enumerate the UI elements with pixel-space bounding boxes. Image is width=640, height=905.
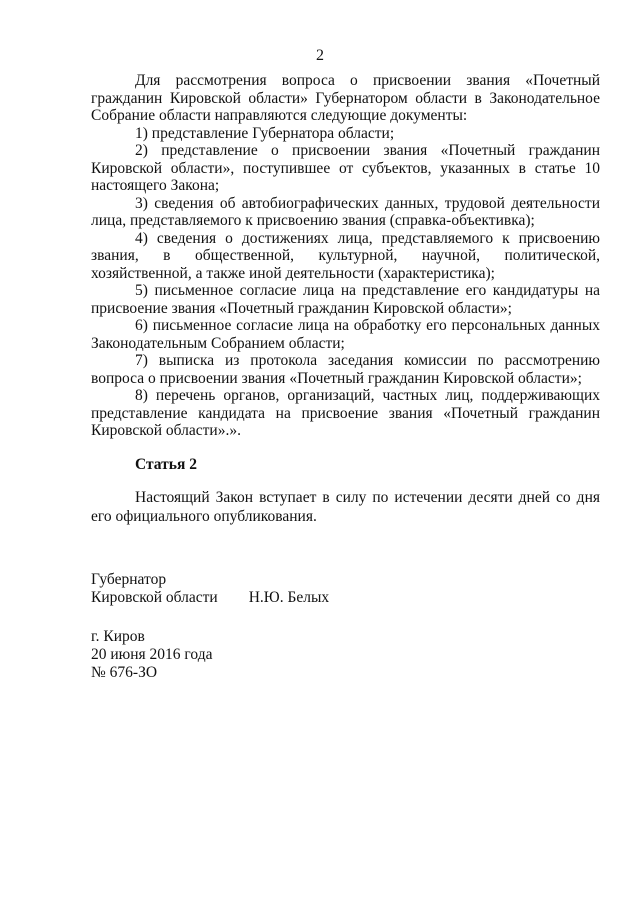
list-item-3: 3) сведения об автобиографических данных, трудовой деятельности лица, представляемого к присвоению звания (справка-объективка); [91,194,600,229]
city: г. Киров [91,628,145,645]
date: 20 июня 2016 года [91,646,213,663]
signature-title-row [91,589,329,607]
list-item-7: 7) выписка из протокола заседания комиссии по рассмотрению вопроса о присвоении звания «Почетный гражданин Кировской области»; [91,352,600,387]
list-item-4: 4) сведения о достижениях лица, представляемого к присвоению звания, в общественной, культурной, научной, политической, хозяйственной, а также иной деятельности (характеристика); [91,229,600,282]
list-item-8: 8) перечень органов, организаций, частных лиц, поддерживающих представление кандидата на присвоение звания «Почетный гражданин Кировской области».». [91,387,600,439]
article-paragraph: Настоящий Закон вступает в силу по истечении десяти дней со дня его официального опубликования. [91,489,600,525]
list-item-2: 2) представление о присвоении звания «Почетный гражданин Кировской области», поступившее от субъектов, указанных в статье 10 настоящего Закона; [91,142,600,194]
signature-title-line2: Кировской области [91,589,218,606]
page-number: 2 [316,47,324,64]
signature-title-line1: Губернатор [91,571,167,588]
signatory-name: Н.Ю. Белых [248,589,330,606]
list-item-6: 6) письменное согласие лица на обработку его персональных данных Законодательным Собранием области; [91,317,600,352]
article-heading: Статья 2 [135,456,197,473]
paragraph-intro: Для рассмотрения вопроса о присвоении звания «Почетный гражданин Кировской области» Губернатором области в Законодательное Собрание области направляются следующие документы: [91,72,600,124]
signature-block [91,571,329,607]
list-item-1: 1) представление Губернатора области; [135,124,395,142]
law-number: № 676-ЗО [91,664,158,681]
document-body [91,72,600,440]
article-body [91,488,600,526]
place-date-block [91,628,212,682]
list-item-5: 5) письменное согласие лица на представление его кандидатуры на присвоение звания «Почетный гражданин Кировской области»; [91,282,600,317]
